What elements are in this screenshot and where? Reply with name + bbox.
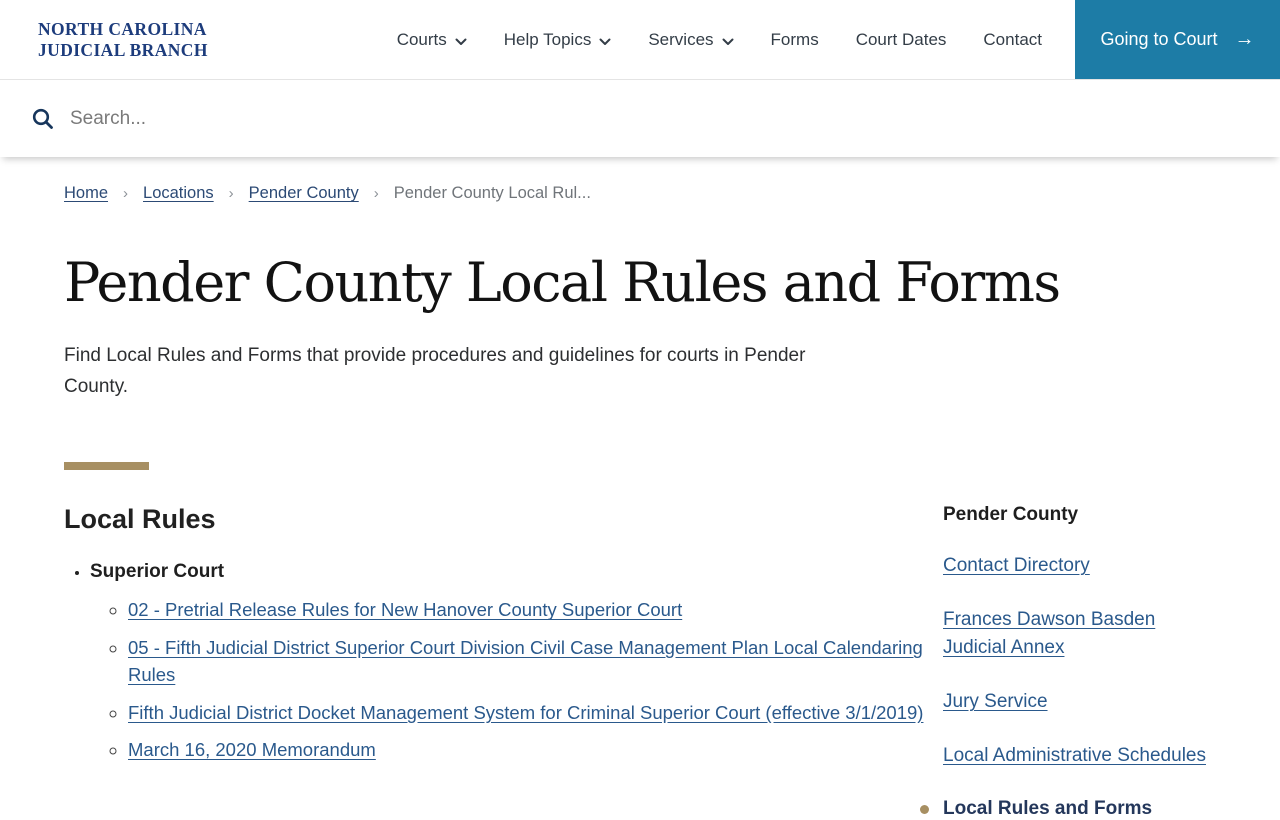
nav-item-forms[interactable]: [771, 30, 819, 50]
chevron-down-icon: [722, 31, 734, 51]
chevron-down-icon: [599, 31, 611, 51]
search-input[interactable]: [70, 108, 970, 130]
nav-item-help-topics[interactable]: [504, 29, 612, 51]
main-column: [64, 462, 924, 820]
breadcrumb-current: Pender County Local Rul...: [393, 184, 591, 202]
sidebar-item-local-rules-current[interactable]: Local Rules and Forms: [943, 798, 1216, 820]
chevron-down-icon: [455, 31, 467, 51]
rule-link-civil-case-management[interactable]: 05 - Fifth Judicial District Superior Court Division Civil Case Management Plan Local Calendaring Rules: [128, 636, 923, 686]
cta-label: Going to Court: [1100, 29, 1218, 49]
nav-item-contact[interactable]: [983, 30, 1042, 50]
list-item: [128, 634, 924, 689]
page-title: Pender County Local Rules and Forms: [64, 251, 1060, 314]
nav-item-court-dates[interactable]: [856, 30, 947, 50]
local-rules-heading: Local Rules: [64, 504, 216, 535]
search-icon[interactable]: [32, 108, 54, 130]
nav-label: Court Dates: [855, 29, 947, 49]
page-content: [0, 157, 1280, 820]
nav-label: Courts: [396, 29, 447, 49]
rules-sublist: [90, 596, 924, 764]
list-item: [128, 596, 924, 624]
rule-link-docket-management[interactable]: Fifth Judicial District Docket Management System for Criminal Superior Court (effective 3/1/2019): [128, 701, 924, 723]
nav-label: Forms: [770, 29, 819, 49]
county-sidebar: [943, 462, 1216, 820]
sidebar-link-jury-service[interactable]: Jury Service: [943, 691, 1048, 713]
content-columns: [64, 462, 1216, 820]
accent-divider: [64, 462, 149, 470]
search-bar: [0, 80, 1280, 157]
arrow-right-icon: →: [1234, 28, 1255, 50]
going-to-court-button[interactable]: [1075, 0, 1280, 79]
breadcrumb: [64, 157, 1216, 203]
logo-line-2: JUDICIAL BRANCH: [38, 39, 208, 60]
breadcrumb-locations[interactable]: Locations: [143, 184, 214, 202]
nav-item-courts[interactable]: [397, 29, 467, 51]
list-item: [128, 736, 924, 764]
list-item: [128, 699, 924, 727]
local-rules-list: [64, 561, 924, 764]
breadcrumb-home[interactable]: Home: [64, 184, 109, 202]
nav-label: Help Topics: [503, 29, 592, 49]
nav-label: Contact: [983, 29, 1042, 49]
breadcrumb-separator: ›: [228, 185, 234, 202]
sidebar-link-judicial-annex[interactable]: Frances Dawson Basden Judicial Annex: [943, 609, 1156, 659]
page-intro: Find Local Rules and Forms that provide procedures and guidelines for courts in Pender County.: [64, 345, 806, 398]
rule-link-march-memorandum[interactable]: March 16, 2020 Memorandum: [128, 739, 376, 761]
site-logo[interactable]: [38, 0, 208, 79]
breadcrumb-separator: ›: [123, 185, 129, 202]
site-header: [0, 0, 1280, 80]
breadcrumb-separator: ›: [373, 185, 379, 202]
rules-group-label: Superior Court: [90, 561, 225, 583]
breadcrumb-pender-county[interactable]: Pender County: [248, 184, 359, 202]
nav-item-services[interactable]: [648, 29, 733, 51]
sidebar-link-contact-directory[interactable]: Contact Directory: [943, 555, 1090, 577]
main-nav: [397, 0, 1042, 79]
sidebar-link-admin-schedules[interactable]: Local Administrative Schedules: [943, 745, 1206, 767]
rules-group: [90, 561, 924, 764]
logo-line-1: NORTH CAROLINA: [38, 18, 207, 39]
rule-link-pretrial-release[interactable]: 02 - Pretrial Release Rules for New Hanover County Superior Court: [128, 599, 683, 621]
nav-label: Services: [648, 29, 714, 49]
sidebar-heading: Pender County: [943, 504, 1079, 526]
